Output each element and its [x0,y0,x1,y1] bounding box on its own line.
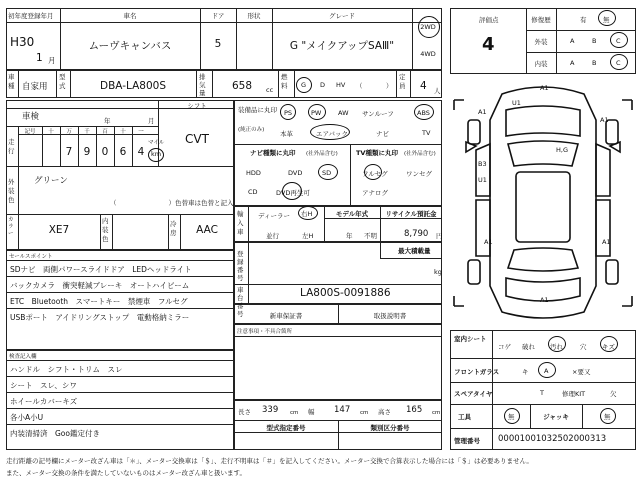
color-code-label: カラー [8,217,14,237]
inspection-note-2: シート スレ、シワ [10,381,77,390]
exterior-grade-a: A [570,37,575,45]
jack-label: ジャッキ [543,413,569,421]
front-glass-label: フロントガラス [454,368,500,376]
digit-header-mark: 記号 [24,129,36,135]
eval-value: 4 [482,34,495,55]
grade-value: G "メイクアップSAⅢ" [289,40,395,52]
spare-tire-missing: 欠 [610,390,617,398]
mark-u1-left: U1 [478,176,487,184]
height-value: 165 [406,405,423,415]
shape-label: 形状 [247,12,261,20]
mileage-side-label: 走行 [8,138,15,155]
equip-leather: 本革 [280,130,293,138]
interior-color-label: 内装色 [102,217,109,243]
digit-header-4: 百 [102,129,108,135]
fuel-g: G [301,81,307,89]
height-unit: cm [432,410,441,416]
seat-burn: コゲ [498,343,511,351]
repair-no: 無 [603,16,610,24]
chassis-value: LA800S-0091886 [300,287,391,299]
equipment-subtitle: (純正のみ) [238,127,265,133]
fuel-label: 燃料 [281,73,288,90]
footer-line-2: また、メーター交換の条件を満たしていないものはメーター改ざん車と扱います。 [6,469,246,477]
sales-point-3: ETC Bluetooth スマートキー 禁煙車 フルセグ [10,297,188,306]
control-value: 00001001032502000313 [498,434,607,444]
tools-label: 工具 [458,413,471,421]
month-value: 1 [36,52,43,64]
manual: 取扱説明書 [373,312,407,320]
interior-label: 内装 [534,60,548,68]
interior-grade-c: C [616,59,621,67]
mark-a1-rear: A1 [540,296,549,304]
exterior-label: 外装 [534,38,548,46]
sales-points-label: セールスポイント [9,254,53,260]
displacement-value: 658 [232,80,253,92]
exterior-grade-c: C [616,37,621,45]
front-glass-replace: ×要又 [572,368,591,376]
nav-dvd: DVD [288,169,303,177]
front-glass-mark: キ [522,368,529,376]
length-label: 長さ [238,408,251,416]
color-note: （ ）色替車は色替と記入 [110,199,234,207]
inspection-month: 月 [148,117,155,125]
tv-oneseg: ワンセグ [406,170,432,178]
width-label: 幅 [308,408,315,416]
equip-tv: TV [422,129,431,137]
length-value: 339 [262,405,279,415]
interior-grade-b: B [592,59,597,67]
mark-b3: B3 [478,160,487,168]
length-unit: cm [290,410,299,416]
color-label: 外装色 [8,178,15,204]
capacity-label: 定員 [399,73,406,90]
digit-header-1: 十 [48,129,54,135]
fuel-hv: HV [336,81,346,89]
use-value: 自家用 [22,82,48,92]
vehicle-label: 車種 [8,73,15,90]
nav-type-subtitle: (社外品含む) [306,151,338,157]
nav-sd: SD [322,169,332,177]
first-reg-label: 初年度登録年月 [8,12,54,20]
fuel-paren-close: ） [386,82,393,90]
recycle-label: リサイクル預託金 [385,210,437,218]
cooler-label: 冷房 [170,220,177,237]
mileage-digit-4: 6 [119,146,127,158]
type-cert-label: 型式指定番号 [266,424,306,432]
import-parallel: 並行 [266,232,279,240]
mark-a1-bottom-left: A1 [484,238,493,246]
equip-aw: AW [338,109,349,117]
drive-2wd: 2WD [420,23,436,31]
seat-tear: 破れ [522,343,535,351]
spare-tire-kit: 修理KIT [562,390,586,398]
inspection-label: 車検 [22,112,40,122]
unit-mile: マイル [148,140,165,146]
shift-label: シフト [187,102,207,110]
width-value: 147 [334,405,351,415]
mileage-digit-1: 7 [65,146,73,158]
capacity-value: 4 [420,80,427,92]
chassis-label: 車台番号 [237,286,244,318]
nav-dvd-play: DVD再生可 [276,189,310,197]
import-label: 輸入車 [237,210,244,236]
equip-ps: PS [284,109,293,117]
mark-h-g: H,G [556,146,568,154]
equip-airbag: エアバック [316,130,348,138]
fuel-paren-open: （ [356,82,363,90]
inspection-notes-label: 検査記入欄 [9,354,37,360]
exterior-grade-b: B [592,37,597,45]
mark-a1-top: A1 [540,84,549,92]
inspector-notes-label: 注意事項・不具合箇所 [237,329,293,335]
tv-analog: アナログ [362,189,388,197]
model-year-unknown: 不明 [364,232,377,240]
cooler-value: AAC [196,224,218,236]
displacement-label: 排気量 [199,73,206,97]
class-label: 類別区分番号 [370,424,410,432]
control-label: 管理番号 [454,437,480,445]
seat-dirt: 汚れ [550,343,563,351]
footer-line-1: 走行距離の記号欄にメーター改ざん車は「＊」、メーター交換車は「＄」、走行不明車は「＃」を記入してください。メーター交換で合算表示した場合には「＄」は必要ありません。 [6,457,533,465]
equipment-title: 装備品に丸印 [238,106,277,114]
type-label: 型式 [59,73,66,90]
model-year-label: モデル年式 [335,210,369,218]
inspection-year: 年 [104,117,111,125]
mileage-digit-3: 0 [101,146,109,158]
doors-value: 5 [214,38,222,50]
car-name: ムーヴキャンバス [88,40,172,52]
sales-point-1: SDナビ 両側パワースライドドア LEDヘッドライト [10,265,192,274]
sales-point-4: USBポート アイドリングストップ 電動格納ミラー [10,313,190,322]
tv-fullseg: フルセグ [362,170,388,178]
car-damage-diagram [446,80,640,324]
front-glass-a: A [544,367,549,375]
nav-cd: CD [248,188,258,196]
year-value: H30 [10,35,35,49]
nav-hdd: HDD [246,169,261,177]
inspection-note-4: 各小A小U [10,413,44,422]
equip-pw: PW [311,109,322,117]
digit-header-5: 十 [120,129,126,135]
inspection-note-3: ホイールカバーキズ [10,397,78,406]
capacity-unit: 人 [434,87,441,95]
inspection-note-5: 内装清掃済 Goo鑑定付き [10,429,100,438]
digit-header-2: 万 [66,129,72,135]
new-car-warranty: 新車保証書 [269,312,303,320]
mark-a1-left: A1 [478,108,487,116]
jack-value: 無 [604,413,611,421]
mark-a1-bottom-right: A1 [602,238,611,246]
eval-label: 評価点 [479,16,499,24]
recycle-value: 8,790 [404,229,429,239]
type-value: DBA-LA800S [99,80,166,92]
tv-type-subtitle: (社外品含む) [404,151,436,157]
width-unit: cm [360,410,369,416]
inspection-note-1: ハンドル シフト・トリム スレ [10,365,123,374]
color-code-value: XE7 [48,224,70,236]
equip-abs: ABS [417,109,430,117]
import-dealer: ディーラー [258,212,290,220]
seat-hole: 穴 [580,343,587,351]
seat-scratch: キズ [602,343,615,351]
digit-header-3: 千 [84,129,90,135]
max-load-unit: kg [434,268,442,276]
equip-sunroof: サンルーフ [362,110,394,118]
shift-value: CVT [185,132,209,146]
fuel-d: D [320,81,326,89]
model-year-suffix: 年 [346,232,353,240]
recycle-unit: 円 [436,232,443,240]
mileage-digit-5: 4 [137,146,145,158]
drive-4wd: 4WD [420,50,436,58]
registration-label: 登録番号 [237,250,244,282]
nav-type-title: ナビ種類に丸印 [250,149,296,157]
import-left: 左H [302,232,314,240]
repair-label: 修復歴 [531,16,551,24]
sales-point-2: バックカメラ 衝突軽減ブレーキ オートハイビーム [10,281,190,290]
model-label: 車名 [123,12,137,20]
displacement-unit: cc [266,86,274,94]
mark-a1-right: A1 [600,116,609,124]
grade-label: グレード [329,12,355,20]
spare-tire-label: スペアタイヤ [454,390,493,398]
max-load-label: 最大積載量 [398,247,431,255]
tools-value: 無 [508,413,515,421]
month-unit: 月 [48,56,56,65]
digit-header-6: 一 [138,129,144,135]
mark-u1: U1 [512,99,521,107]
tv-type-title: TV種類に丸印 [356,149,398,157]
height-label: 高さ [378,408,391,416]
color-value: グリーン [34,176,68,186]
door-label: ドア [211,12,225,20]
mileage-digit-2: 9 [83,146,91,158]
import-right: 右H [301,210,313,218]
unit-km: km [151,150,162,158]
interior-grade-a: A [570,59,575,67]
seat-label: 室内シート [454,335,487,343]
spare-tire-t: T [540,389,544,397]
equip-nav: ナビ [376,130,389,138]
repair-yes: 有 [580,16,587,24]
